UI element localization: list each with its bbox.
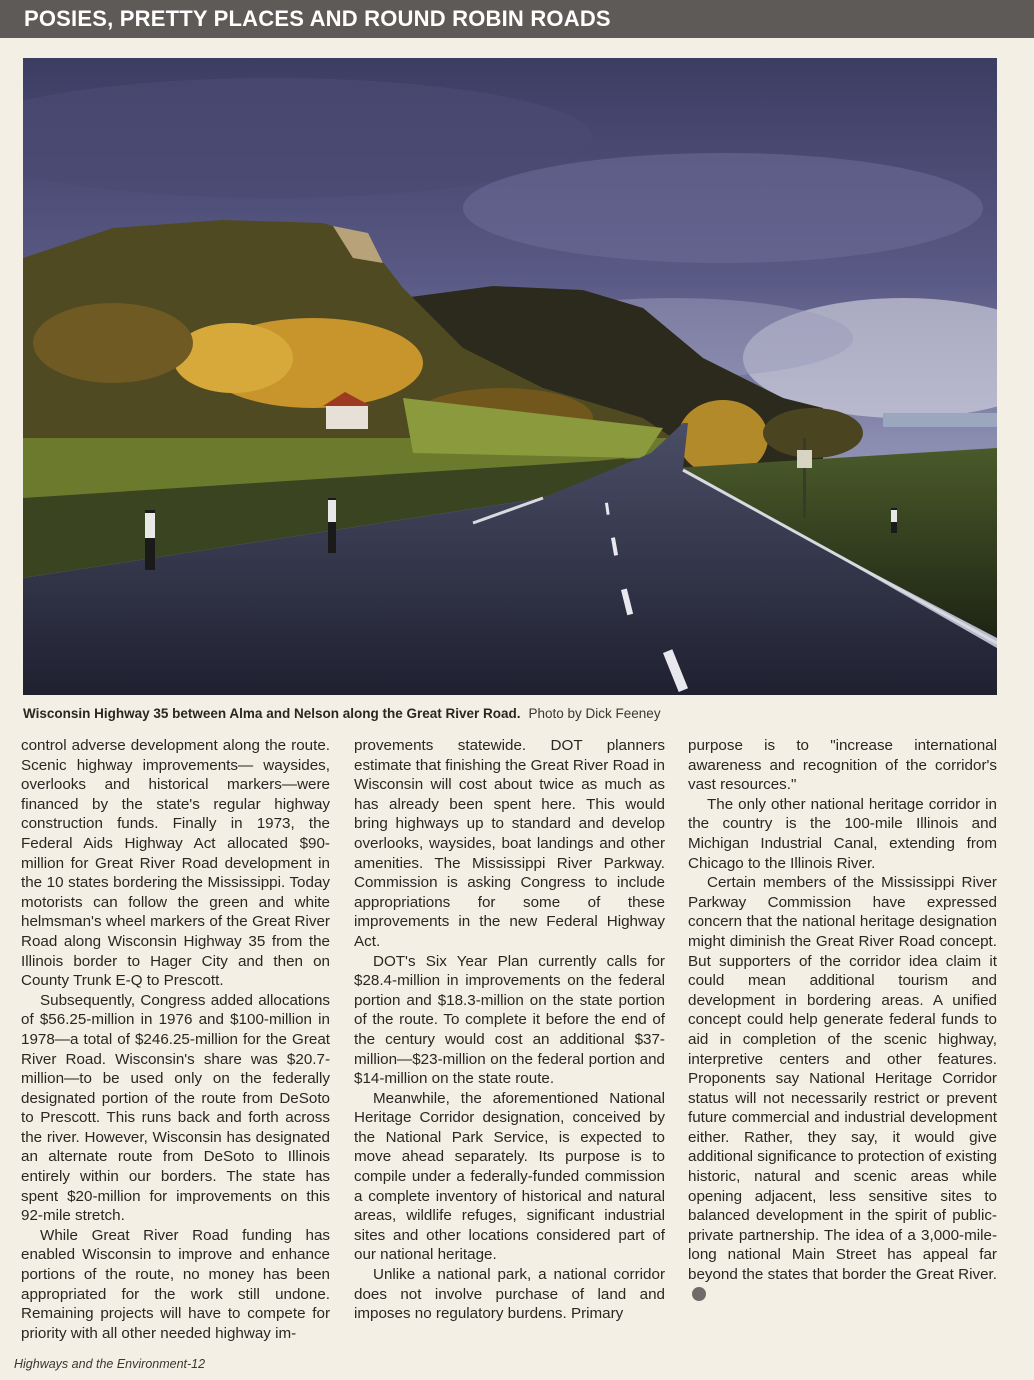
paragraph: control adverse development along the route. Scenic highway improvements— waysides, overlooks and historical markers—were financed by the state's regular highway construction funds. Finally in 1973, the Federal Aids Highway Act allocated $90-million for Great River Road development in the 10 states bordering the Mississippi. Today motorists can follow the green and white helmsman's wheel markers of the Great River Road along Wisconsin Highway 35 from the Illinois border to Hager City and then on County Trunk E-Q to Prescott. [21,737,330,990]
highway-photo [23,58,997,695]
paragraph: The only other national heritage corridor in the country is the 100-mile Illinois and Michigan Industrial Canal, extending from Chicago to the Illinois River. [688,795,997,872]
page-footer: Highways and the Environment-12 [14,1357,206,1371]
section-title: POSIES, PRETTY PLACES AND ROUND ROBIN ROADS [24,6,611,31]
paragraph: provements statewide. DOT planners estimate that finishing the Great River Road in Wisconsin will cost about twice as much as has already been spent here. This would bring highways up to standard and develop overlooks, waysides, boat landings and other amenities. The Mississippi River Parkway. Commission is asking Congress to include appropriations for some of these improvements in the new Federal Highway Act. [354,737,665,950]
paragraph: Meanwhile, the aforementioned National Heritage Corridor designation, conceived by the National Park Service, is expected to move ahead separately. Its purpose is to compile under a federally-funded commission a complete inventory of historical and natural areas, wildlife refuges, significant industrial sites and other locations considered part of our national heritage. [354,1089,665,1264]
section-header-bar [0,0,1034,38]
caption-text: Wisconsin Highway 35 between Alma and Nelson along the Great River Road. [23,706,521,721]
paragraph-text: Certain members of the Mississippi River Parkway Commission have expressed concern that the national heritage designation might diminish the Great River Road concept. But supporters of the corridor idea claim it could mean additional tourism and development in bordering areas. A unified concept could help generate federal funds to aid in completion of the scenic highway, interpretive centers and other features. Proponents say National Heritage Corridor status will not necessarily restrict or prevent future commercial and industrial development either. Rather, they say, it would give additional significance to protection of existing historic, natural and scenic areas while opening adjacent, less sensitive sites to balanced development in the spirit of public-private partnership. The idea of a 3,000-mile-long national Main Street has appeal far beyond the states that border the Great River. [688,874,998,1284]
article-column-3 [688,736,997,1304]
last-paragraph [688,873,997,1304]
paragraph: purpose is to "increase international awareness and recognition of the corridor's vast resources." [688,737,997,794]
article-column-1 [21,736,330,1343]
paragraph: While Great River Road funding has enabled Wisconsin to improve and enhance portions of the route, no money has been appropriated for the work still undone. Remaining projects will have to compete for priority with all other needed highway im- [21,1226,330,1342]
paragraph: Subsequently, Congress added allocations of $56.25-million in 1976 and $100-million in 1978—a total of $246.25-million for the Great River Road. Wisconsin's share was $20.7-million—to be used only on the federally designated portion of the route from DeSoto to Prescott. This runs back and forth across the river. However, Wisconsin has designated an alternate route from DeSoto to Illinois entirely within our borders. The state has spent $20-million for improvements on this 92-mile stretch. [21,991,330,1225]
paragraph: DOT's Six Year Plan currently calls for $28.4-million in improvements on the federal portion and $18.3-million on the state portion of the route. To complete it before the end of the century would cost an additional $37-million—$23-million on the federal portion and $14-million on the state route. [354,952,665,1088]
end-mark-icon [692,1287,706,1301]
paragraph: Unlike a national park, a national corridor does not involve purchase of land and imposes no regulatory burdens. Primary [354,1266,665,1323]
photo-credit: Photo by Dick Feeney [528,706,661,721]
article-column-2 [354,736,665,1324]
landscape-photo-icon [23,58,997,695]
photo-caption [23,706,1003,721]
